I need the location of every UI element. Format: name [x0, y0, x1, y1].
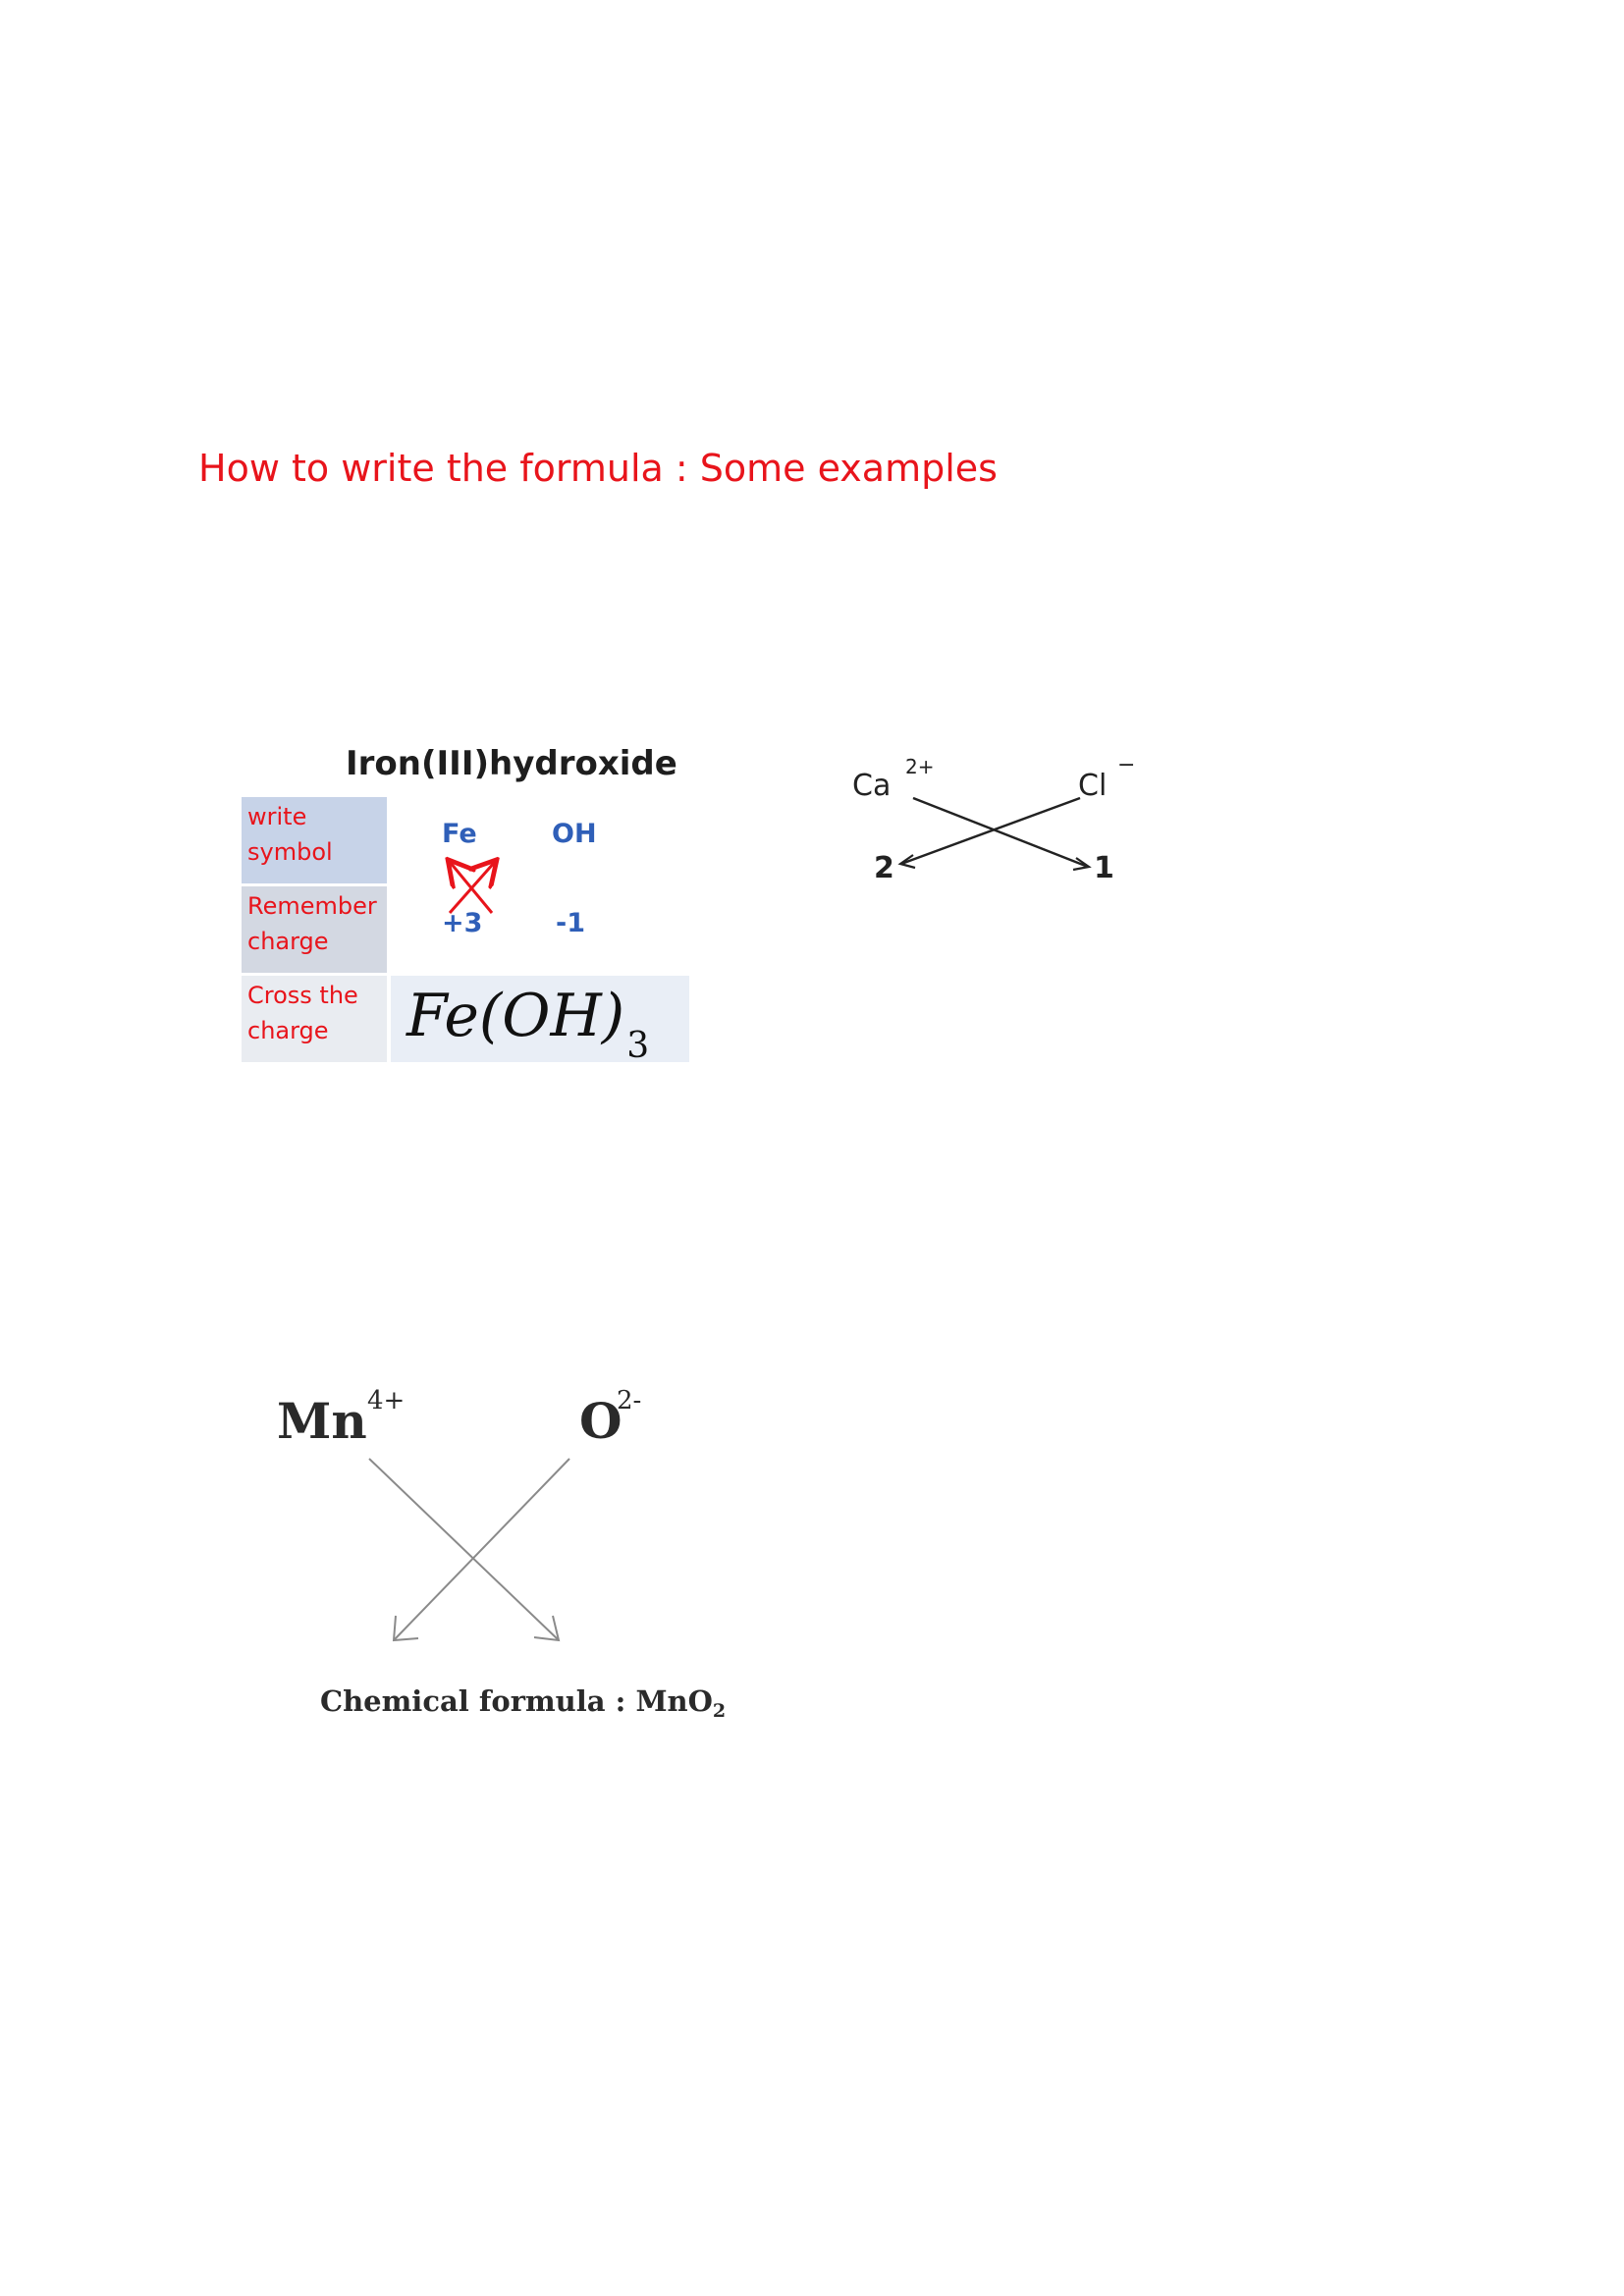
ion-o: O: [579, 1392, 623, 1450]
chemical-formula-caption: [320, 1684, 727, 1722]
count-cl: 1: [1094, 851, 1114, 885]
symbol-fe: Fe: [442, 819, 477, 849]
caption-subscript: 2: [712, 1700, 727, 1722]
step-label-line: Cross the: [247, 982, 358, 1009]
ion-ca: Ca: [852, 769, 892, 803]
charge-fe: +3: [442, 908, 483, 938]
step-label-line: Remember: [247, 892, 377, 920]
manganese-oxide-example: [265, 1384, 736, 1747]
ion-cl-charge: −: [1117, 753, 1136, 777]
cross-arrows: [265, 1384, 736, 1679]
calcium-chloride-example: [844, 751, 1159, 898]
iron-hydroxide-example: [236, 738, 689, 1067]
arrow-ca-to-cl: [913, 798, 1088, 867]
caption-text: Chemical formula : MnO: [320, 1684, 713, 1718]
count-ca: 2: [874, 851, 894, 885]
ion-mn-charge: 4+: [367, 1386, 406, 1415]
crossing-steps-table: [242, 797, 689, 1064]
charge-oh: -1: [556, 908, 585, 938]
ion-o-charge: 2-: [617, 1386, 642, 1415]
cross-arrows: [242, 797, 689, 1064]
step-label-line: charge: [247, 1017, 329, 1044]
page-heading: How to write the formula : Some examples: [198, 447, 998, 490]
symbol-oh: OH: [552, 819, 597, 849]
ion-ca-charge: 2+: [905, 755, 935, 778]
formula-subscript: 3: [626, 1026, 650, 1066]
step-label-line: write: [247, 803, 307, 830]
step-label-line: symbol: [247, 838, 333, 866]
arrow-mn-to-o: [369, 1459, 558, 1639]
example-title: Iron(III)hydroxide: [346, 744, 677, 783]
ion-cl: Cl: [1078, 769, 1108, 803]
arrow-o-to-mn: [395, 1459, 569, 1639]
formula-main: Fe(OH): [406, 982, 625, 1050]
step-label-line: charge: [247, 928, 329, 955]
ion-mn: Mn: [277, 1392, 367, 1450]
cross-arrows: [844, 751, 1159, 898]
